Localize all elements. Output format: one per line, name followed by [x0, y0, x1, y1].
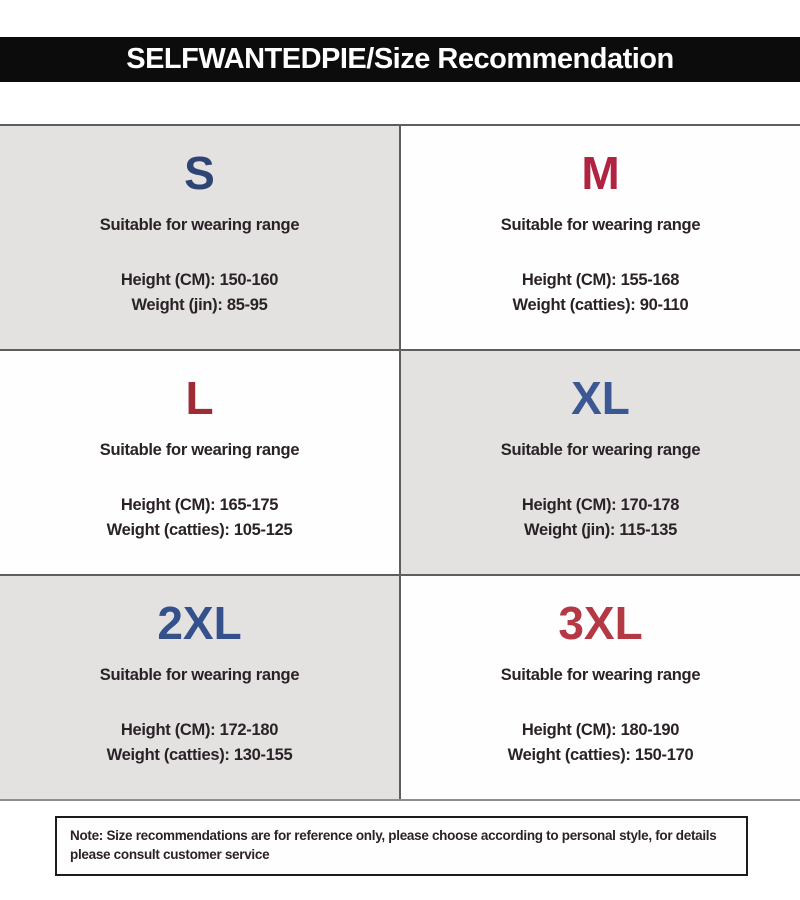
weight-range: Weight (catties): 130-155 — [106, 746, 293, 764]
weight-range: Weight (jin): 115-135 — [524, 521, 677, 539]
range-block — [107, 718, 293, 768]
size-cell-l — [0, 351, 399, 574]
suitable-range-label: Suitable for wearing range — [500, 216, 701, 234]
size-label: S — [184, 147, 215, 199]
range-block — [522, 493, 679, 543]
suitable-range-label: Suitable for wearing range — [99, 666, 300, 684]
weight-range: Weight (catties): 105-125 — [106, 521, 293, 539]
height-range: Height (CM): 170-178 — [521, 496, 680, 514]
range-block — [508, 718, 694, 768]
weight-range: Weight (catties): 150-170 — [507, 746, 694, 764]
height-range: Height (CM): 155-168 — [521, 271, 680, 289]
size-cell-2xl — [0, 576, 399, 799]
weight-range: Weight (catties): 90-110 — [512, 296, 689, 314]
size-cell-3xl — [401, 576, 800, 799]
header-bar — [0, 37, 800, 82]
size-label: 3XL — [558, 597, 643, 649]
note-box — [55, 816, 748, 876]
height-range: Height (CM): 150-160 — [120, 271, 279, 289]
size-cell-xl — [401, 351, 800, 574]
size-cell-m — [401, 126, 800, 349]
suitable-range-label: Suitable for wearing range — [99, 216, 300, 234]
size-label: 2XL — [157, 597, 242, 649]
suitable-range-label: Suitable for wearing range — [500, 441, 701, 459]
suitable-range-label: Suitable for wearing range — [500, 666, 701, 684]
note-text: Note: Size recommendations are for reference only, please choose according to personal style, for details please consult customer service — [70, 828, 717, 862]
height-range: Height (CM): 180-190 — [521, 721, 680, 739]
size-label: M — [581, 147, 620, 199]
suitable-range-label: Suitable for wearing range — [99, 441, 300, 459]
height-range: Height (CM): 172-180 — [120, 721, 279, 739]
range-block — [121, 268, 278, 318]
range-block — [513, 268, 689, 318]
size-label: XL — [571, 372, 630, 424]
size-grid — [0, 124, 800, 801]
height-range: Height (CM): 165-175 — [120, 496, 279, 514]
range-block — [107, 493, 293, 543]
size-label: L — [185, 372, 214, 424]
size-cell-s — [0, 126, 399, 349]
weight-range: Weight (jin): 85-95 — [131, 296, 268, 314]
page-title: SELFWANTEDPIE/Size Recommendation — [126, 43, 674, 75]
